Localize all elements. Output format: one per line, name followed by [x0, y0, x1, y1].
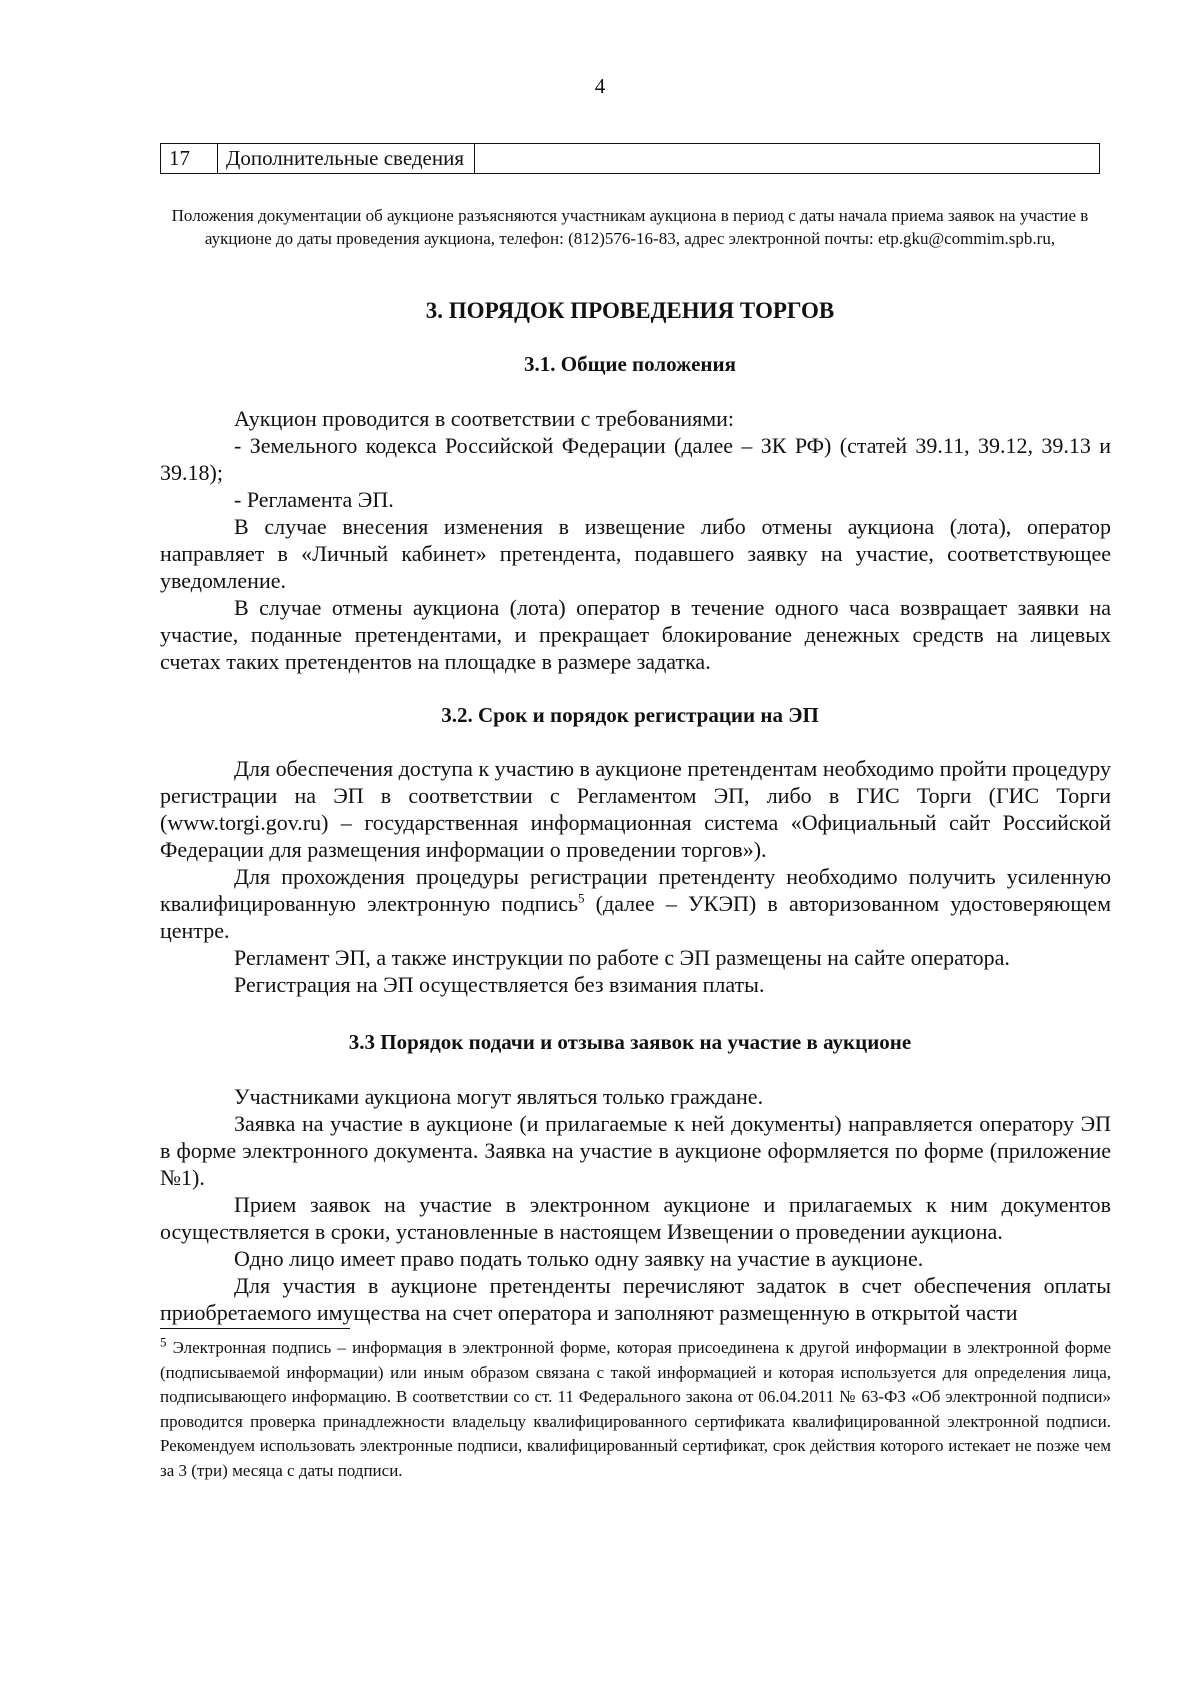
footnote-text: Электронная подпись – информация в электронной форме, которая присоединена к другой информации в электронной форме (подписываемой информации) или иным образом связана с такой информацией и которая используется для определения лица, подписывающего информацию. В соответствии со ст. 11 Федерального закона от 06.04.2011 № 63-ФЗ «Об электронной подписи» проводится проверка принадлежности владельцу квалифицированного сертификата квалифицированной электронной подписи. Рекомендуем использовать электронные подписи, квалифицированный сертификат, срок действия которого истекает не позже чем за 3 (три) месяца с даты подписи. — [160, 1338, 1111, 1480]
page-number: 4 — [594, 74, 606, 98]
row-name-cell: Дополнительные сведения — [218, 144, 475, 174]
footnote-ref: 5 — [578, 890, 585, 906]
paragraph-text: (далее – УКЭП) в авторизованном удостоверяющем центре. — [160, 891, 1111, 943]
section-3-3-title: 3.3 Порядок подачи и отзыва заявок на участие в аукционе — [348, 1030, 912, 1054]
section-3-title: 3. ПОРЯДОК ПРОВЕДЕНИЯ ТОРГОВ — [425, 298, 835, 323]
table-note: Положения документации об аукционе разъясняются участникам аукциона в период с даты начала приема заявок на участие в аукционе до даты проведения аукциона, телефон: (812)576-16-83, адрес электронной почты: etp.gku@commim.spb.ru, — [171, 206, 1089, 248]
section-3-2-body — [160, 755, 1111, 998]
paragraph: Участниками аукциона могут являться только граждане. — [234, 1084, 764, 1109]
row-number-cell: 17 — [161, 144, 218, 174]
paragraph: В случае внесения изменения в извещение либо отмены аукциона (лота), оператор направляет в «Личный кабинет» претендента, подавшего заявку на участие, соответствующее уведомление. — [160, 514, 1111, 593]
section-3-2-title: 3.2. Срок и порядок регистрации на ЭП — [441, 703, 819, 727]
paragraph: Для обеспечения доступа к участию в аукционе претендентам необходимо пройти процедуру регистрации на ЭП в соответствии с Регламентом ЭП, либо в ГИС Торги (ГИС Торги (www.torgi.gov.ru) – государственная информационная система «Официальный сайт Российской Федерации для размещения информации о проведении торгов»). — [160, 756, 1112, 862]
row-value-cell — [475, 144, 1100, 174]
paragraph: Прием заявок на участие в электронном аукционе и прилагаемых к ним документов осуществляется в сроки, установленные в настоящем Извещении о проведении аукциона. — [160, 1192, 1111, 1244]
footnote-marker: 5 — [160, 1334, 167, 1350]
section-3-3-body — [160, 1083, 1111, 1326]
paragraph: Одно лицо имеет право подать только одну заявку на участие в аукционе. — [234, 1246, 924, 1271]
footnote — [160, 1336, 1111, 1483]
paragraph: Для участия в аукционе претенденты перечисляют задаток в счет обеспечения оплаты приобретаемого имущества на счет оператора и заполняют размещенную в открытой части — [160, 1273, 1111, 1325]
paragraph: В случае отмены аукциона (лота) оператор в течение одного часа возвращает заявки на участие, поданные претендентами, и прекращает блокирование денежных средств на лицевых счетах таких претендентов на площадке в размере задатка. — [160, 595, 1111, 674]
paragraph: Регламент ЭП, а также инструкции по работе с ЭП размещены на сайте оператора. — [234, 945, 1010, 970]
footnote-divider — [160, 1328, 350, 1329]
section-3-1-title: 3.1. Общие положения — [524, 352, 736, 376]
paragraph-text: Для прохождения процедуры регистрации претенденту необходимо получить усиленную квалифицированную электронную подпись — [160, 864, 1111, 916]
table-row — [161, 144, 1100, 174]
info-table — [160, 143, 1100, 174]
section-3-1-body — [160, 405, 1111, 675]
paragraph: Регистрация на ЭП осуществляется без взимания платы. — [234, 972, 765, 997]
paragraph — [160, 863, 1111, 944]
paragraph: - Регламента ЭП. — [234, 487, 394, 512]
paragraph: - Земельного кодекса Российской Федерации (далее – ЗК РФ) (статей 39.11, 39.12, 39.13 и 39.18); — [160, 433, 1111, 485]
paragraph: Заявка на участие в аукционе (и прилагаемые к ней документы) направляется оператору ЭП в форме электронного документа. Заявка на участие в аукционе оформляется по форме (приложение №1). — [160, 1111, 1111, 1190]
paragraph: Аукцион проводится в соответствии с требованиями: — [234, 406, 735, 431]
